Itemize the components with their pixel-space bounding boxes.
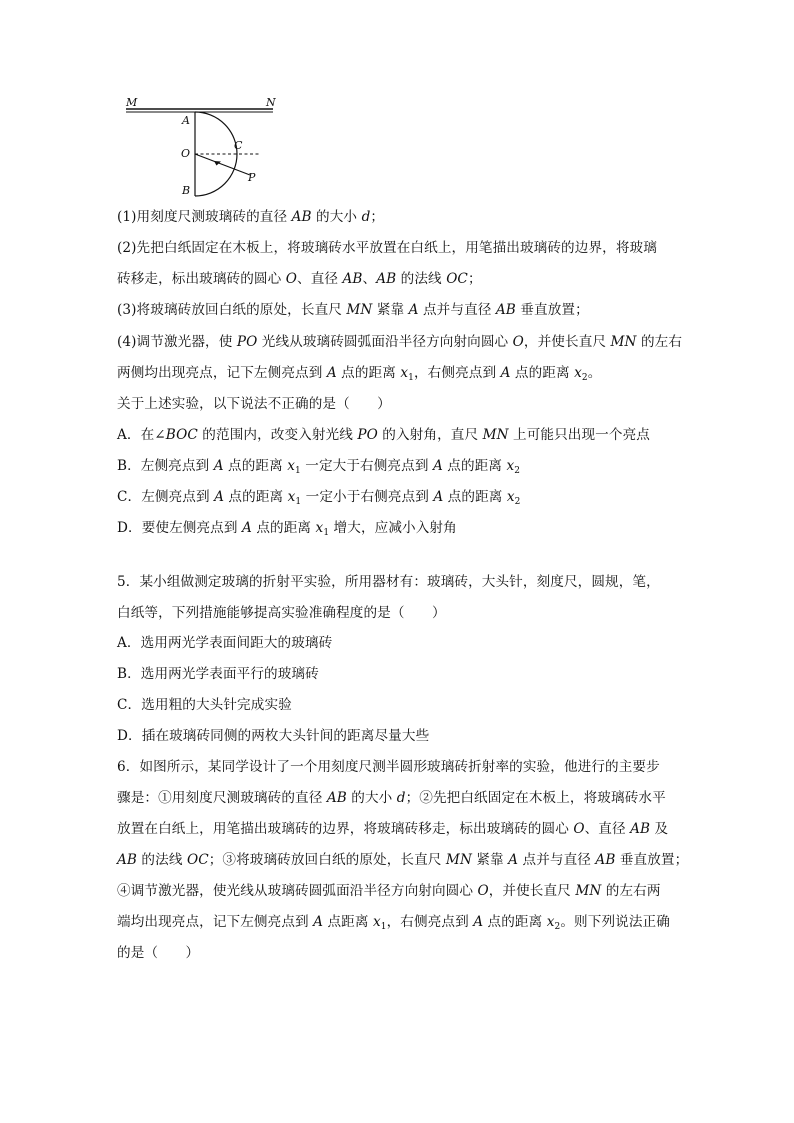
label-b: B: [182, 184, 191, 197]
label-p: P: [248, 171, 256, 184]
label-n: N: [266, 96, 276, 109]
q6-line-3: 放置在白纸上，用笔描出玻璃砖的边界，将玻璃砖移走，标出玻璃砖的圆心 O、直径 AB 及: [117, 821, 669, 837]
label-a: A: [182, 114, 190, 127]
q4-option-c: C．左侧亮点到 A 点的距离 $x_1$ 一定小于右侧亮点到 A 点的距离 $x_2$: [117, 489, 521, 507]
q4-step-4-cont: 两侧均出现亮点，记下左侧亮点到 A 点的距离 $x_1$，右侧亮点到 A 点的距离 $x_2$。: [117, 365, 602, 383]
label-m: M: [126, 96, 138, 109]
q4-option-b: B．左侧亮点到 A 点的距离 $x_1$ 一定大于右侧亮点到 A 点的距离 $x_2$: [117, 458, 521, 476]
ray-po: [195, 154, 250, 175]
label-c: C: [234, 139, 243, 152]
q5-option-c: C．选用粗的大头针完成实验: [117, 697, 292, 713]
q5-option-b: B．选用两光学表面平行的玻璃砖: [117, 666, 319, 682]
label-o: O: [181, 147, 191, 160]
q4-step-3: (3)将玻璃砖放回白纸的原处，长直尺 MN 紧靠 A 点并与直径 AB 垂直放置；: [117, 302, 589, 318]
q5-option-d: D．插在玻璃砖同侧的两枚大头针间的距离尽量大些: [117, 728, 430, 744]
q4-step-2-cont: 砖移走，标出玻璃砖的圆心 O、直径 AB、AB 的法线 OC；: [117, 271, 482, 287]
q4-option-a: A．在∠BOC 的范围内，改变入射光线 PO 的入射角，直尺 MN 上可能只出现一个亮点: [117, 427, 650, 443]
q5-stem-line-1: 5．某小组做测定玻璃的折射平实验，所用器材有：玻璃砖，大头针，刻度尺，圆规，笔，: [117, 574, 660, 590]
q6-line-5: ④调节激光器，使光线从玻璃砖圆弧面沿半径方向射向圆心 O，并使长直尺 MN 的左右两: [117, 883, 661, 899]
q4-step-4: (4)调节激光器，使 PO 光线从玻璃砖圆弧面沿半径方向射向圆心 O，并使长直尺 MN 的左右: [117, 334, 683, 350]
q4-step-1: (1)用刻度尺测玻璃砖的直径 AB 的大小 d；: [117, 209, 385, 225]
q6-line-1: 6．如图所示，某同学设计了一个用刻度尺测半圆形玻璃砖折射率的实验，他进行的主要步: [117, 759, 660, 775]
q4-option-d: D．要使左侧亮点到 A 点的距离 $x_1$ 增大，应减小入射角: [117, 520, 457, 538]
q4-question: 关于上述实验，以下说法不正确的是（ ）: [117, 396, 391, 412]
q5-option-a: A．选用两光学表面间距大的玻璃砖: [117, 635, 333, 651]
semicircle-ruler-diagram: [118, 90, 278, 200]
q6-line-4: AB 的法线 OC；③将玻璃砖放回白纸的原处，长直尺 MN 紧靠 A 点并与直径 AB 垂直放置；: [117, 852, 689, 868]
experiment-figure: [118, 90, 278, 200]
q6-line-7: 的是（ ）: [117, 945, 200, 961]
q6-line-6: 端均出现亮点，记下左侧亮点到 A 点距离 $x_1$，右侧亮点到 A 点的距离 $x_2$。则下列说法正确: [117, 914, 670, 932]
q5-stem-line-2: 白纸等，下列措施能够提高实验准确程度的是（ ）: [117, 605, 446, 621]
q4-step-2: (2)先把白纸固定在木板上，将玻璃砖水平放置在白纸上，用笔描出玻璃砖的边界，将玻璃: [117, 240, 657, 256]
q6-line-2: 骤是：①用刻度尺测玻璃砖的直径 AB 的大小 d；②先把白纸固定在木板上，将玻璃砖水平: [117, 790, 666, 806]
